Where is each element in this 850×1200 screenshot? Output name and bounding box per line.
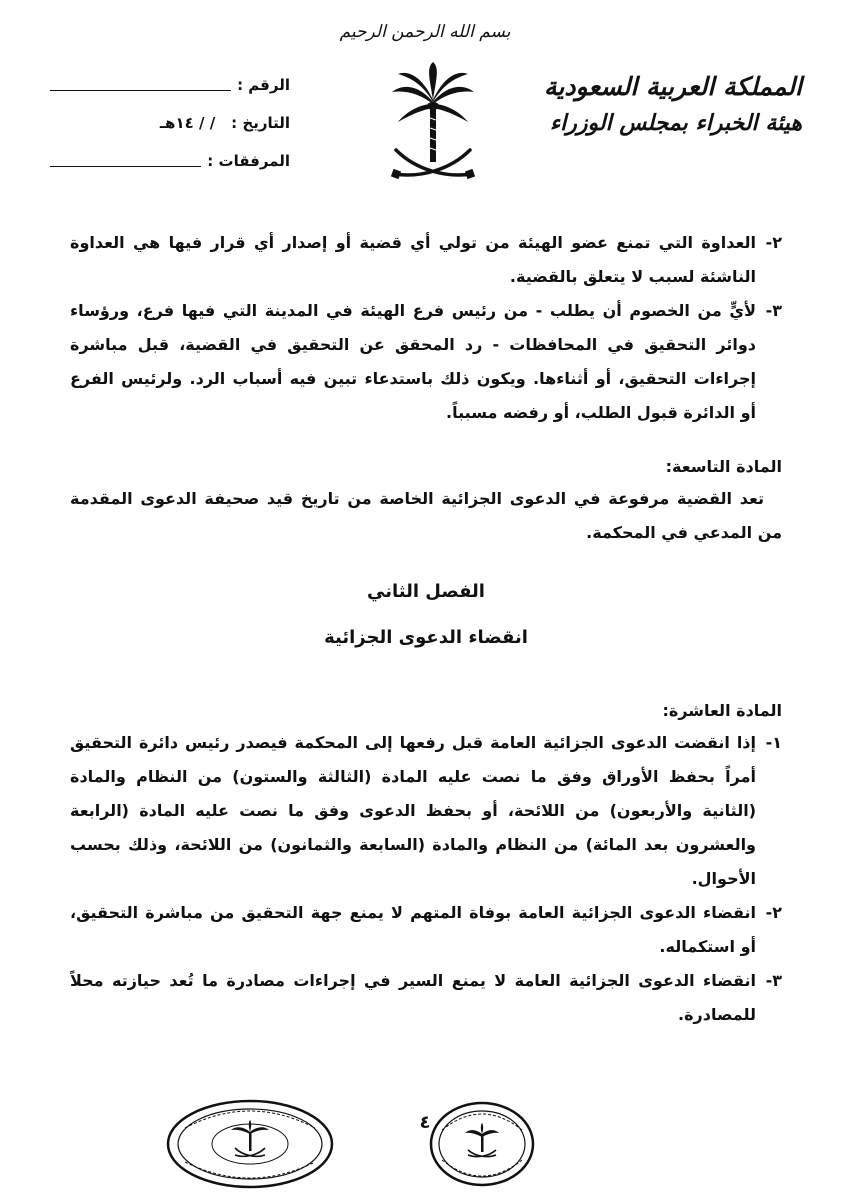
reference-number-line [50, 80, 231, 91]
page-number: ٤ [419, 1112, 431, 1133]
letterhead-title [512, 68, 802, 140]
kingdom-name: المملكة العربية السعودية [543, 72, 802, 101]
article-9-text: تعد القضية مرفوعة في الدعوى الجزائية الخاصة من تاريخ قيد صحيفة الدعوى المقدمة من المدعي في المحكمة. [70, 489, 782, 542]
item-text: انقضاء الدعوى الجزائية العامة بوفاة المتهم لا يمنع جهة التحقيق من مباشرة التحقيق، أو استكماله. [70, 903, 756, 956]
list-item [70, 726, 782, 896]
palm-and-swords-emblem-icon [388, 62, 478, 192]
reference-number-label: الرقم : [237, 76, 290, 94]
official-seal-right-icon [428, 1100, 536, 1188]
article-9-heading: المادة التاسعة: [665, 457, 782, 476]
reference-block [50, 66, 290, 180]
list-item [70, 964, 782, 1032]
attachments-row [50, 142, 290, 180]
item-text: إذا انقضت الدعوى الجزائية العامة قبل رفعها إلى المحكمة فيصدر رئيس دائرة التحقيق أمراً بحفظ الأوراق وفق ما نصت عليه المادة (الثالثة والستون) من النظام والمادة (الثانية والأربعون) من اللائحة، أو بحفظ الدعوى وفق ما نصت عليه المادة (الرابعة والعشرون بعد المائة) من النظام والمادة (السابعة والثمانون) من اللائحة، وذلك بحسب الأحوال. [70, 733, 756, 888]
item-text: العداوة التي تمنع عضو الهيئة من تولي أي قضية أو إصدار أي قرار فيها هي العداوة الناشئة لسبب لا يتعلق بالقضية. [70, 233, 756, 286]
item-text: انقضاء الدعوى الجزائية العامة لا يمنع السير في إجراءات مصادرة ما تُعد حيازته محلاً للمصادرة. [70, 971, 756, 1024]
article-10-heading: المادة العاشرة: [662, 701, 782, 720]
item-text: لأيٍّ من الخصوم أن يطلب - من رئيس فرع الهيئة في المدينة التي فيها فرع، ورؤساء دوائر التحقيق في المحافظات - رد المحقق عن التحقيق في القضية، قبل مباشرة إجراءات التحقيق، أو أثناءها. ويكون ذلك باستدعاء تبين فيه أسباب الرد. ولرئيس الفرع أو الدائرة قبول الطلب، أو رفضه مسبباً. [70, 301, 756, 422]
date-label: التاريخ : [231, 114, 290, 132]
attachments-line [50, 156, 201, 167]
authority-name: هيئة الخبراء بمجلس الوزراء [549, 110, 802, 136]
item-number: ١- [765, 733, 782, 752]
date-value: / / ١٤هـ [159, 114, 216, 132]
basmala: بسم الله الرحمن الرحيم [339, 22, 511, 42]
list-item [70, 226, 782, 294]
chapter-subtitle: انقضاء الدعوى الجزائية [324, 627, 528, 648]
document-body [70, 226, 782, 1032]
reference-number-row [50, 66, 290, 104]
date-row [50, 104, 290, 142]
item-number: ٣- [765, 971, 782, 990]
attachments-label: المرفقات : [207, 152, 290, 170]
item-number: ٢- [765, 233, 782, 252]
list-item [70, 896, 782, 964]
list-item [70, 294, 782, 430]
item-number: ٢- [765, 903, 782, 922]
official-seal-left-icon [165, 1098, 335, 1190]
chapter-title: الفصل الثاني [367, 581, 485, 602]
item-number: ٣- [765, 301, 782, 320]
